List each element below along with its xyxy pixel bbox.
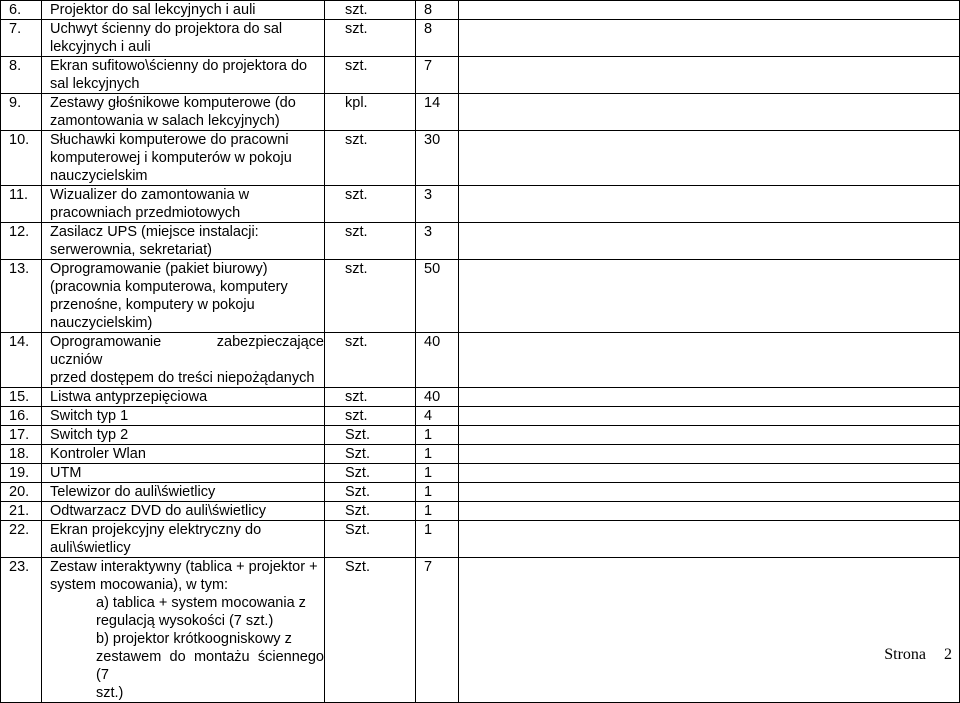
item-name-line: system mocowania), w tym: [50,577,229,593]
item-name-line: Kontroler Wlan [50,446,146,462]
item-number: 19. [1,464,42,483]
item-quantity: 30 [416,131,459,186]
item-name-line: przenośne, komputery w pokoju [50,297,255,313]
item-number: 10. [1,131,42,186]
item-number: 17. [1,426,42,445]
item-name [42,131,325,186]
empty-cell [459,131,960,186]
item-number: 7. [1,20,42,57]
item-name [42,521,325,558]
item-name [42,20,325,57]
item-name [42,388,325,407]
item-name [42,260,325,333]
item-quantity: 8 [416,20,459,57]
item-quantity: 1 [416,426,459,445]
item-quantity: 8 [416,1,459,20]
item-name [42,445,325,464]
item-number: 21. [1,502,42,521]
empty-cell [459,445,960,464]
item-name [42,94,325,131]
item-number: 16. [1,407,42,426]
page-footer [874,646,960,664]
item-name-line: Odtwarzacz DVD do auli\świetlicy [50,503,266,519]
item-unit: szt. [325,260,416,333]
equipment-table-body [1,1,960,703]
item-unit: Szt. [325,558,416,703]
empty-cell [459,558,960,703]
item-name [42,223,325,260]
table-row [1,260,960,333]
empty-cell [459,333,960,388]
item-name-line: Uchwyt ścienny do projektora do sal [50,21,283,37]
item-name [42,502,325,521]
empty-cell [459,407,960,426]
item-name-line: (pracownia komputerowa, komputery [50,279,288,295]
item-number: 13. [1,260,42,333]
item-name-line: UTM [50,465,82,481]
table-row [1,521,960,558]
item-unit: szt. [325,1,416,20]
item-name [42,186,325,223]
item-unit: kpl. [325,94,416,131]
empty-cell [459,502,960,521]
item-unit: szt. [325,333,416,388]
empty-cell [459,483,960,502]
item-name-line: nauczycielskim) [50,315,153,331]
table-row [1,464,960,483]
item-quantity: 7 [416,57,459,94]
item-unit: Szt. [325,483,416,502]
item-quantity: 50 [416,260,459,333]
empty-cell [459,260,960,333]
item-name [42,558,325,703]
item-name [42,483,325,502]
item-sub-line: zestawem do montażu ściennego (7 [96,649,324,683]
item-number: 12. [1,223,42,260]
item-unit: szt. [325,57,416,94]
item-name-line: Wizualizer do zamontowania w [50,187,250,203]
item-unit: Szt. [325,502,416,521]
item-name-line: Projektor do sal lekcyjnych i auli [50,2,256,18]
item-name-line: auli\świetlicy [50,540,131,556]
item-quantity: 40 [416,333,459,388]
table-row [1,502,960,521]
item-name-line: Oprogramowanie (pakiet biurowy) [50,261,268,277]
item-quantity: 1 [416,483,459,502]
item-name-line: zamontowania w salach lekcyjnych) [50,113,280,129]
item-name-line: Ekran projekcyjny elektryczny do [50,522,262,538]
empty-cell [459,57,960,94]
item-unit: Szt. [325,426,416,445]
item-name-line: pracowniach przedmiotowych [50,205,241,221]
item-name-line: Słuchawki komputerowe do pracowni [50,132,289,148]
table-row [1,186,960,223]
page-label: Strona [884,646,926,663]
item-quantity: 3 [416,223,459,260]
empty-cell [459,186,960,223]
item-unit: Szt. [325,464,416,483]
page-number: 2 [944,646,952,663]
item-name-line: Listwa antyprzepięciowa [50,389,208,405]
item-number: 11. [1,186,42,223]
item-name [42,426,325,445]
item-name-line: Zasilacz UPS (miejsce instalacji: [50,224,259,240]
item-name-line: komputerowej i komputerów w pokoju [50,150,292,166]
table-row [1,57,960,94]
table-row [1,388,960,407]
item-sub-line: b) projektor krótkoogniskowy z [96,631,292,647]
item-number: 18. [1,445,42,464]
item-unit: szt. [325,407,416,426]
item-sub-line: regulacją wysokości (7 szt.) [96,613,274,629]
item-name-line: Zestawy głośnikowe komputerowe (do [50,95,296,111]
empty-cell [459,388,960,407]
item-name-line: nauczycielskim [50,168,148,184]
item-name-line: Switch typ 1 [50,408,129,424]
empty-cell [459,94,960,131]
item-number: 14. [1,333,42,388]
empty-cell [459,521,960,558]
item-name-line: przed dostępem do treści niepożądanych [50,370,315,386]
table-row [1,445,960,464]
table-row [1,333,960,388]
item-name [42,407,325,426]
item-sub-line: szt.) [96,685,124,701]
item-name [42,57,325,94]
item-name-line: lekcyjnych i auli [50,39,151,55]
table-row [1,94,960,131]
item-quantity: 1 [416,521,459,558]
item-quantity: 4 [416,407,459,426]
item-quantity: 1 [416,445,459,464]
item-unit: Szt. [325,521,416,558]
item-name-line: Zestaw interaktywny (tablica + projektor + [50,559,318,575]
item-unit: szt. [325,223,416,260]
item-sub-line: a) tablica + system mocowania z [96,595,306,611]
item-unit: szt. [325,20,416,57]
table-row [1,131,960,186]
item-name-line: Telewizor do auli\świetlicy [50,484,216,500]
item-number: 6. [1,1,42,20]
item-name-line: Ekran sufitowo\ścienny do projektora do [50,58,308,74]
empty-cell [459,20,960,57]
item-name-line: serwerownia, sekretariat) [50,242,212,258]
item-name-line: Switch typ 2 [50,427,129,443]
item-quantity: 40 [416,388,459,407]
item-name-line: Oprogramowanie zabezpieczające uczniów [50,334,324,368]
item-quantity: 1 [416,464,459,483]
item-unit: szt. [325,186,416,223]
item-quantity: 3 [416,186,459,223]
empty-cell [459,1,960,20]
item-number: 15. [1,388,42,407]
empty-cell [459,223,960,260]
table-row [1,223,960,260]
item-number: 9. [1,94,42,131]
empty-cell [459,426,960,445]
item-name [42,464,325,483]
table-row [1,426,960,445]
table-row [1,1,960,20]
item-name-line: sal lekcyjnych [50,76,140,92]
item-unit: Szt. [325,445,416,464]
item-number: 8. [1,57,42,94]
item-name [42,1,325,20]
empty-cell [459,464,960,483]
item-quantity: 1 [416,502,459,521]
table-row [1,558,960,703]
table-row [1,483,960,502]
table-row [1,407,960,426]
item-name [42,333,325,388]
item-unit: szt. [325,388,416,407]
item-number: 22. [1,521,42,558]
table-row [1,20,960,57]
item-quantity: 7 [416,558,459,703]
item-number: 23. [1,558,42,703]
item-unit: szt. [325,131,416,186]
item-quantity: 14 [416,94,459,131]
item-number: 20. [1,483,42,502]
